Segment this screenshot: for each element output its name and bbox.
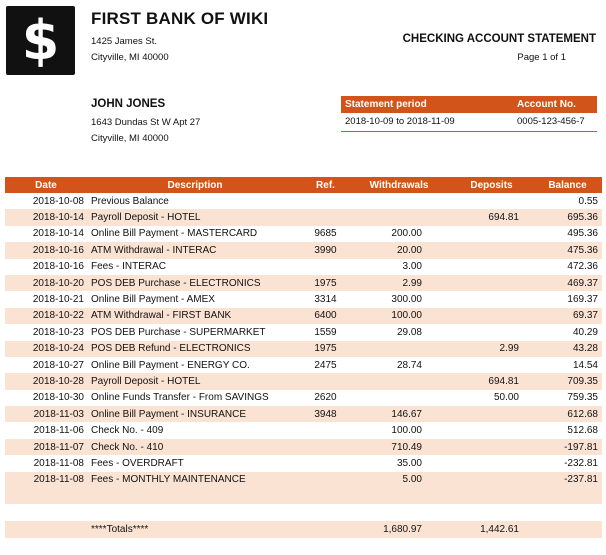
- cell-withdrawal: 2.99: [348, 275, 450, 291]
- table-row: [5, 406, 602, 422]
- totals-label: ****Totals****: [87, 521, 303, 538]
- cell-ref: [303, 209, 348, 225]
- totals-row: [5, 521, 602, 538]
- cell-balance: 512.68: [567, 425, 598, 437]
- cell-withdrawal: 29.08: [396, 326, 422, 338]
- cell-ref: [303, 472, 348, 488]
- cell-balance: 69.37: [533, 308, 602, 324]
- bank-address-line2: Cityville, MI 40000: [91, 52, 169, 63]
- cell-date: 2018-10-20: [5, 275, 87, 291]
- cell-withdrawal: 200.00: [391, 228, 422, 240]
- cell-balance: 612.68: [533, 406, 602, 422]
- table-row: [5, 472, 602, 488]
- cell-ref: 9685: [314, 228, 337, 240]
- cell-ref: [303, 373, 348, 389]
- period-header: [341, 96, 597, 113]
- cell-date: 2018-10-14: [32, 228, 84, 240]
- cell-ref: 1975: [303, 341, 348, 357]
- cell-ref: 1975: [303, 275, 348, 291]
- cell-withdrawal: 100.00: [391, 425, 422, 437]
- cell-description: ATM Withdrawal - FIRST BANK: [87, 308, 303, 324]
- cell-description: Previous Balance: [91, 195, 169, 207]
- cell-date: 2018-10-30: [32, 392, 84, 404]
- transactions-table: [5, 177, 602, 538]
- table-header-row: [5, 177, 602, 193]
- cell-deposit: 694.81: [450, 209, 533, 225]
- bank-address-line1: 1425 James St.: [91, 36, 158, 47]
- cell-description: Online Bill Payment - AMEX: [91, 294, 215, 306]
- cell-balance: -197.81: [533, 439, 602, 455]
- total-withdrawals: 1,680.97: [348, 521, 450, 538]
- period-values: [341, 113, 597, 132]
- account-label: Account No.: [517, 99, 576, 110]
- cell-ref: 2475: [314, 359, 337, 371]
- period-label: Statement period: [345, 99, 427, 110]
- table-row: [5, 275, 602, 291]
- cell-withdrawal: [348, 341, 450, 357]
- account-number: 0005-123-456-7: [517, 116, 585, 127]
- statement-period-box: [341, 96, 597, 132]
- cell-date: 2018-11-07: [5, 439, 87, 455]
- cell-deposit: [450, 472, 533, 488]
- cell-deposit: [450, 455, 533, 471]
- customer-name: JOHN JONES: [91, 98, 166, 110]
- total-deposits: 1,442.61: [450, 521, 533, 538]
- cell-date: 2018-11-08: [5, 472, 87, 488]
- cell-ref: [303, 422, 348, 438]
- cell-balance: 14.54: [572, 359, 598, 371]
- cell-deposit: [450, 324, 533, 340]
- cell-date: 2018-10-21: [32, 294, 84, 306]
- cell-balance: 472.36: [567, 261, 598, 273]
- cell-description: Payroll Deposit - HOTEL: [87, 373, 303, 389]
- transactions-body: [5, 193, 602, 538]
- page-number: Page 1 of 1: [517, 52, 566, 63]
- cell-date: 2018-10-22: [5, 308, 87, 324]
- table-row: [5, 373, 602, 389]
- cell-withdrawal: 146.67: [348, 406, 450, 422]
- cell-withdrawal: 20.00: [348, 242, 450, 258]
- cell-balance: -237.81: [533, 472, 602, 488]
- cell-date: 2018-10-23: [32, 326, 84, 338]
- cell-deposit: 694.81: [450, 373, 533, 389]
- cell-balance: 695.36: [533, 209, 602, 225]
- cell-description: POS DEB Refund - ELECTRONICS: [87, 341, 303, 357]
- table-row: [5, 390, 602, 406]
- cell-balance: 40.29: [572, 326, 598, 338]
- cell-withdrawal: 5.00: [348, 472, 450, 488]
- cell-withdrawal: [348, 390, 450, 406]
- cell-deposit: 50.00: [493, 392, 519, 404]
- table-row: [5, 242, 602, 258]
- bank-name: FIRST BANK OF WIKI: [91, 9, 269, 28]
- cell-ref: 3948: [303, 406, 348, 422]
- cell-deposit: [450, 193, 533, 209]
- cell-date: 2018-10-14: [5, 209, 87, 225]
- table-row: [5, 193, 602, 209]
- cell-deposit: [450, 291, 533, 307]
- cell-withdrawal: [348, 209, 450, 225]
- column-header-withdrawals: Withdrawals: [348, 177, 450, 193]
- cell-balance: 169.37: [567, 294, 598, 306]
- cell-description: Fees - INTERAC: [91, 261, 167, 273]
- table-row: [5, 308, 602, 324]
- cell-deposit: [450, 226, 533, 242]
- cell-deposit: [450, 259, 533, 275]
- cell-description: Online Funds Transfer - From SAVINGS: [91, 392, 269, 404]
- cell-ref: 1559: [314, 326, 337, 338]
- table-row: [5, 291, 602, 307]
- cell-balance: 759.35: [567, 392, 598, 404]
- table-row: [5, 259, 602, 275]
- cell-description: Check No. - 410: [87, 439, 303, 455]
- cell-deposit: 2.99: [450, 341, 533, 357]
- cell-deposit: [450, 439, 533, 455]
- column-header-deposits: Deposits: [450, 177, 533, 193]
- cell-withdrawal: 3.00: [402, 261, 422, 273]
- cell-ref: 3990: [303, 242, 348, 258]
- cell-balance: 495.36: [567, 228, 598, 240]
- table-row: [5, 209, 602, 225]
- cell-deposit: [450, 357, 533, 373]
- cell-withdrawal: 28.74: [396, 359, 422, 371]
- customer-address-line1: 1643 Dundas St W Apt 27: [91, 117, 201, 128]
- column-header-ref: Ref.: [303, 177, 348, 193]
- table-row: [5, 439, 602, 455]
- cell-date: 2018-10-24: [5, 341, 87, 357]
- cell-description: POS DEB Purchase - SUPERMARKET: [91, 326, 266, 338]
- cell-ref: 6400: [303, 308, 348, 324]
- cell-ref: [303, 439, 348, 455]
- cell-deposit: [450, 422, 533, 438]
- cell-description: Online Bill Payment - INSURANCE: [87, 406, 303, 422]
- table-row: [5, 226, 602, 242]
- blank-row: [5, 504, 602, 520]
- cell-date: 2018-11-08: [33, 457, 84, 469]
- dollar-icon: $: [21, 9, 60, 72]
- cell-date: 2018-11-03: [5, 406, 87, 422]
- cell-balance: 43.28: [533, 341, 602, 357]
- cell-description: Online Bill Payment - ENERGY CO.: [91, 359, 250, 371]
- cell-ref: 2620: [314, 392, 337, 404]
- cell-date: 2018-10-16: [32, 261, 84, 273]
- cell-withdrawal: [348, 193, 450, 209]
- table-row: [5, 341, 602, 357]
- table-row: [5, 324, 602, 340]
- cell-balance: -232.81: [564, 457, 598, 469]
- cell-deposit: [450, 275, 533, 291]
- cell-balance: 0.55: [578, 195, 598, 207]
- cell-description: Fees - MONTHLY MAINTENANCE: [87, 472, 303, 488]
- period-value: 2018-10-09 to 2018-11-09: [345, 116, 455, 127]
- cell-date: 2018-11-06: [33, 425, 84, 437]
- cell-description: Fees - OVERDRAFT: [91, 457, 184, 469]
- table-row: [5, 455, 602, 471]
- cell-withdrawal: 300.00: [391, 294, 422, 306]
- cell-description: Payroll Deposit - HOTEL: [87, 209, 303, 225]
- cell-description: ATM Withdrawal - INTERAC: [87, 242, 303, 258]
- table-row: [5, 422, 602, 438]
- cell-date: 2018-10-28: [5, 373, 87, 389]
- cell-ref: [303, 455, 348, 471]
- cell-ref: 3314: [314, 294, 337, 306]
- customer-address-line2: Cityville, MI 40000: [91, 133, 169, 144]
- cell-withdrawal: 710.49: [348, 439, 450, 455]
- cell-deposit: [450, 308, 533, 324]
- column-header-description: Description: [87, 177, 303, 193]
- bank-logo: [6, 6, 75, 75]
- cell-deposit: [450, 406, 533, 422]
- cell-withdrawal: 100.00: [348, 308, 450, 324]
- cell-date: 2018-10-27: [32, 359, 84, 371]
- cell-balance: 469.37: [533, 275, 602, 291]
- statement-title: CHECKING ACCOUNT STATEMENT: [402, 33, 596, 45]
- cell-ref: [303, 193, 348, 209]
- cell-date: 2018-10-08: [32, 195, 84, 207]
- cell-withdrawal: 35.00: [396, 457, 422, 469]
- table-row: [5, 357, 602, 373]
- cell-ref: [303, 259, 348, 275]
- blank-row: [5, 488, 602, 504]
- cell-withdrawal: [348, 373, 450, 389]
- column-header-date: Date: [5, 177, 87, 193]
- cell-deposit: [450, 242, 533, 258]
- cell-description: POS DEB Purchase - ELECTRONICS: [87, 275, 303, 291]
- cell-date: 2018-10-16: [5, 242, 87, 258]
- cell-description: Online Bill Payment - MASTERCARD: [91, 228, 258, 240]
- column-header-balance: Balance: [533, 177, 602, 193]
- cell-description: Check No. - 409: [91, 425, 164, 437]
- cell-balance: 475.36: [533, 242, 602, 258]
- cell-balance: 709.35: [533, 373, 602, 389]
